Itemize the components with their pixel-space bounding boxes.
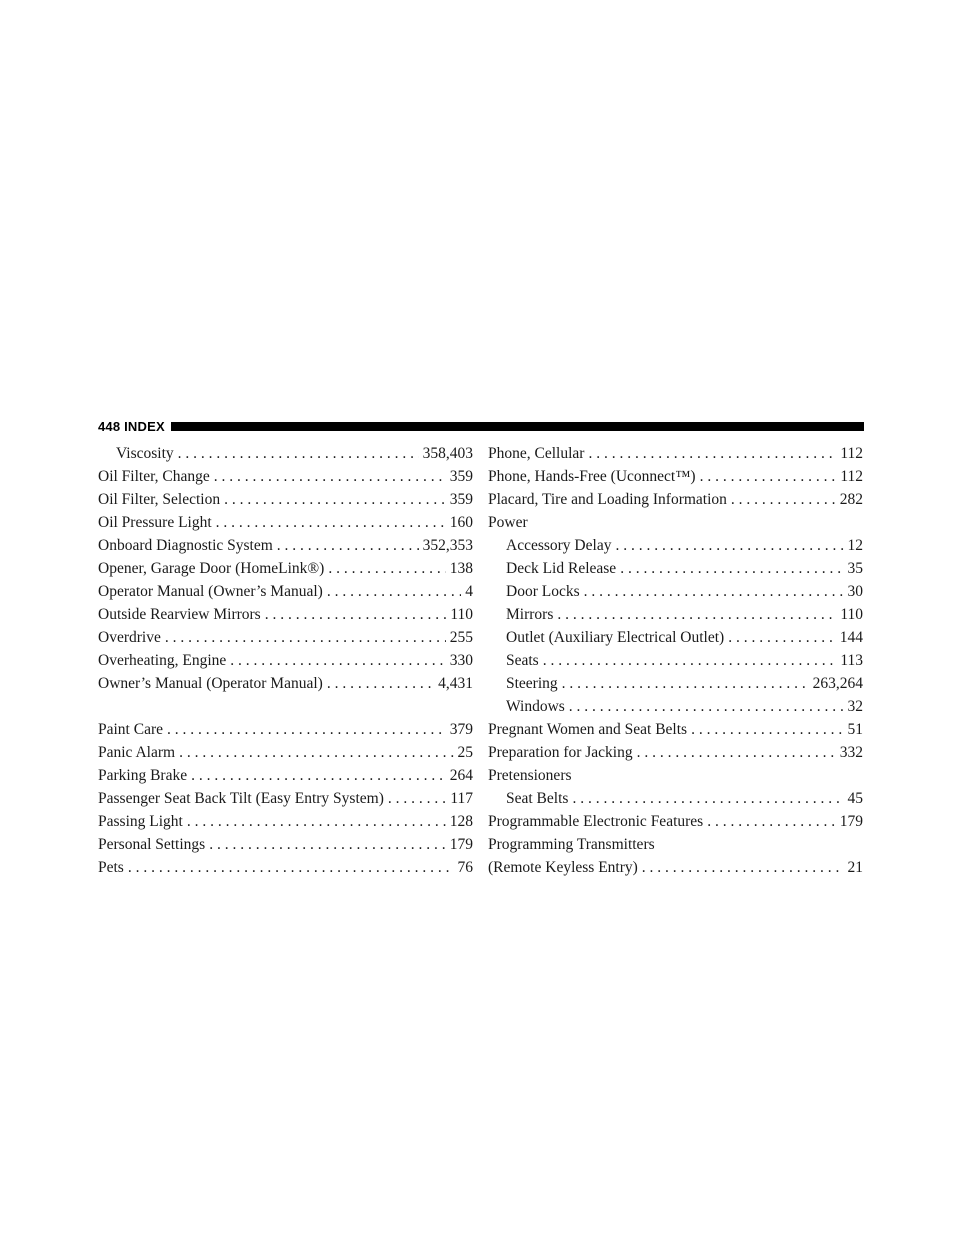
- entry-term: Seats: [506, 652, 539, 669]
- entry-term: Passing Light: [98, 813, 183, 830]
- entry-page-ref: 332: [839, 744, 863, 761]
- entry-page-ref: 330: [449, 652, 473, 669]
- entry-page-ref: 359: [449, 468, 473, 485]
- entry-term: Oil Filter, Change: [98, 468, 210, 485]
- entry-term: Deck Lid Release: [506, 560, 617, 577]
- index-entry: [98, 718, 473, 741]
- entry-page-ref: 4,431: [438, 675, 473, 692]
- entry-page-ref: 32: [847, 698, 863, 715]
- dot-leader: [209, 833, 446, 856]
- header-rule: [171, 422, 864, 431]
- dot-leader: [543, 649, 837, 672]
- entry-term: Overheating, Engine: [98, 652, 227, 669]
- dot-leader: [637, 741, 836, 764]
- dot-leader: [615, 534, 843, 557]
- entry-page-ref: 352,353: [422, 537, 473, 554]
- index-subentry: [488, 672, 863, 695]
- entry-term: Overdrive: [98, 629, 161, 646]
- dot-leader: [178, 442, 419, 465]
- entry-page-ref: 179: [839, 813, 863, 830]
- entry-term: Door Locks: [506, 583, 580, 600]
- entry-term: Owner’s Manual (Operator Manual): [98, 675, 323, 692]
- index-subentry: [488, 626, 863, 649]
- page-header: [98, 416, 864, 436]
- index-entry: [488, 488, 863, 511]
- entry-page-ref: 379: [449, 721, 473, 738]
- index-entry: [98, 787, 473, 810]
- index-column-right: [488, 442, 863, 879]
- index-entry: [98, 649, 473, 672]
- entry-term: Paint Care: [98, 721, 163, 738]
- index-entry: [98, 580, 473, 603]
- entry-page-ref: 264: [449, 767, 473, 784]
- entry-term: Outside Rearview Mirrors: [98, 606, 261, 623]
- entry-page-ref: 30: [847, 583, 863, 600]
- dot-leader: [728, 626, 836, 649]
- entry-page-ref: 110: [450, 606, 473, 623]
- entry-term: Steering: [506, 675, 558, 692]
- entry-page-ref: 128: [449, 813, 473, 830]
- page-number-label: 448 INDEX: [98, 418, 165, 434]
- index-entry: [98, 557, 473, 580]
- entry-term: Oil Pressure Light: [98, 514, 212, 531]
- dot-leader: [731, 488, 836, 511]
- entry-page-ref: 160: [449, 514, 473, 531]
- dot-leader: [642, 856, 844, 879]
- index-entry: [488, 718, 863, 741]
- entry-term: Windows: [506, 698, 565, 715]
- dot-leader: [388, 787, 446, 810]
- dot-leader: [179, 741, 453, 764]
- dot-leader: [277, 534, 419, 557]
- index-subentry: [488, 787, 863, 810]
- entry-page-ref: 51: [847, 721, 863, 738]
- index-entry: [98, 672, 473, 695]
- dot-leader: [167, 718, 446, 741]
- entry-term: Oil Filter, Selection: [98, 491, 221, 508]
- entry-page-ref: 4: [465, 583, 473, 600]
- dot-leader: [327, 580, 461, 603]
- entry-term: Pregnant Women and Seat Belts: [488, 721, 688, 738]
- index-entry: [98, 488, 473, 511]
- index-entry: [488, 465, 863, 488]
- dot-leader: [588, 442, 836, 465]
- entry-term: Parking Brake: [98, 767, 188, 784]
- entry-page-ref: 282: [839, 491, 863, 508]
- index-subentry: [488, 534, 863, 557]
- entry-term: Viscosity: [116, 445, 174, 462]
- index-entry: [488, 741, 863, 764]
- dot-leader: [691, 718, 843, 741]
- dot-leader: [265, 603, 447, 626]
- dot-leader: [562, 672, 809, 695]
- entry-term: Seat Belts: [506, 790, 569, 807]
- index-column-left: [98, 442, 473, 879]
- entry-page-ref: 112: [840, 445, 863, 462]
- index-heading: Pretensioners: [488, 767, 572, 784]
- index-subentry: [98, 442, 473, 465]
- dot-leader: [214, 465, 446, 488]
- index-subentry: [488, 557, 863, 580]
- dot-leader: [620, 557, 843, 580]
- entry-term: (Remote Keyless Entry): [488, 859, 638, 876]
- index-entry: [98, 534, 473, 557]
- entry-term: Phone, Hands-Free (Uconnect™): [488, 468, 696, 485]
- index-entry: [98, 626, 473, 649]
- dot-leader: [191, 764, 446, 787]
- dot-leader: [569, 695, 844, 718]
- index-entry: [98, 511, 473, 534]
- index-entry: [98, 465, 473, 488]
- entry-page-ref: 138: [449, 560, 473, 577]
- entry-page-ref: 110: [840, 606, 863, 623]
- entry-term: Preparation for Jacking: [488, 744, 633, 761]
- dot-leader: [584, 580, 844, 603]
- index-entry: [98, 603, 473, 626]
- entry-term: Passenger Seat Back Tilt (Easy Entry System): [98, 790, 384, 807]
- index-entry: [98, 810, 473, 833]
- entry-page-ref: 179: [449, 836, 473, 853]
- index-entry: [488, 442, 863, 465]
- dot-leader: [128, 856, 454, 879]
- index-entry: [98, 833, 473, 856]
- entry-term: Panic Alarm: [98, 744, 176, 761]
- index-subentry: [488, 580, 863, 603]
- index-subentry: [488, 603, 863, 626]
- dot-leader: [230, 649, 445, 672]
- index-entry: [98, 764, 473, 787]
- entry-page-ref: 12: [847, 537, 863, 554]
- entry-term: Programmable Electronic Features: [488, 813, 704, 830]
- index-entry: [488, 856, 863, 879]
- entry-term: Pets: [98, 859, 124, 876]
- dot-leader: [557, 603, 836, 626]
- entry-term: Outlet (Auxiliary Electrical Outlet): [506, 629, 725, 646]
- entry-page-ref: 255: [449, 629, 473, 646]
- entry-term: Accessory Delay: [506, 537, 612, 554]
- entry-page-ref: 45: [847, 790, 863, 807]
- entry-page-ref: 25: [457, 744, 473, 761]
- index-entry: [98, 741, 473, 764]
- entry-term: Onboard Diagnostic System: [98, 537, 273, 554]
- dot-leader: [572, 787, 843, 810]
- index-heading: Programming Transmitters: [488, 836, 655, 853]
- index-entry: [98, 856, 473, 879]
- dot-leader: [328, 557, 445, 580]
- entry-term: Operator Manual (Owner’s Manual): [98, 583, 323, 600]
- entry-page-ref: 117: [450, 790, 473, 807]
- section-gap: [98, 695, 473, 718]
- entry-term: Personal Settings: [98, 836, 206, 853]
- entry-term: Phone, Cellular: [488, 445, 585, 462]
- index-heading: Power: [488, 514, 528, 531]
- entry-page-ref: 144: [839, 629, 863, 646]
- dot-leader: [707, 810, 836, 833]
- entry-page-ref: 76: [457, 859, 473, 876]
- entry-page-ref: 21: [847, 859, 863, 876]
- index-subentry: [488, 695, 863, 718]
- index-entry: [488, 810, 863, 833]
- dot-leader: [165, 626, 446, 649]
- index-subentry: [488, 649, 863, 672]
- entry-term: Opener, Garage Door (HomeLink®): [98, 560, 325, 577]
- dot-leader: [216, 511, 446, 534]
- entry-page-ref: 263,264: [812, 675, 863, 692]
- dot-leader: [327, 672, 434, 695]
- entry-page-ref: 35: [847, 560, 863, 577]
- entry-term: Placard, Tire and Loading Information: [488, 491, 727, 508]
- entry-page-ref: 113: [840, 652, 863, 669]
- entry-term: Mirrors: [506, 606, 554, 623]
- entry-page-ref: 359: [449, 491, 473, 508]
- dot-leader: [700, 465, 837, 488]
- dot-leader: [187, 810, 446, 833]
- dot-leader: [224, 488, 446, 511]
- entry-page-ref: 112: [840, 468, 863, 485]
- entry-page-ref: 358,403: [422, 445, 473, 462]
